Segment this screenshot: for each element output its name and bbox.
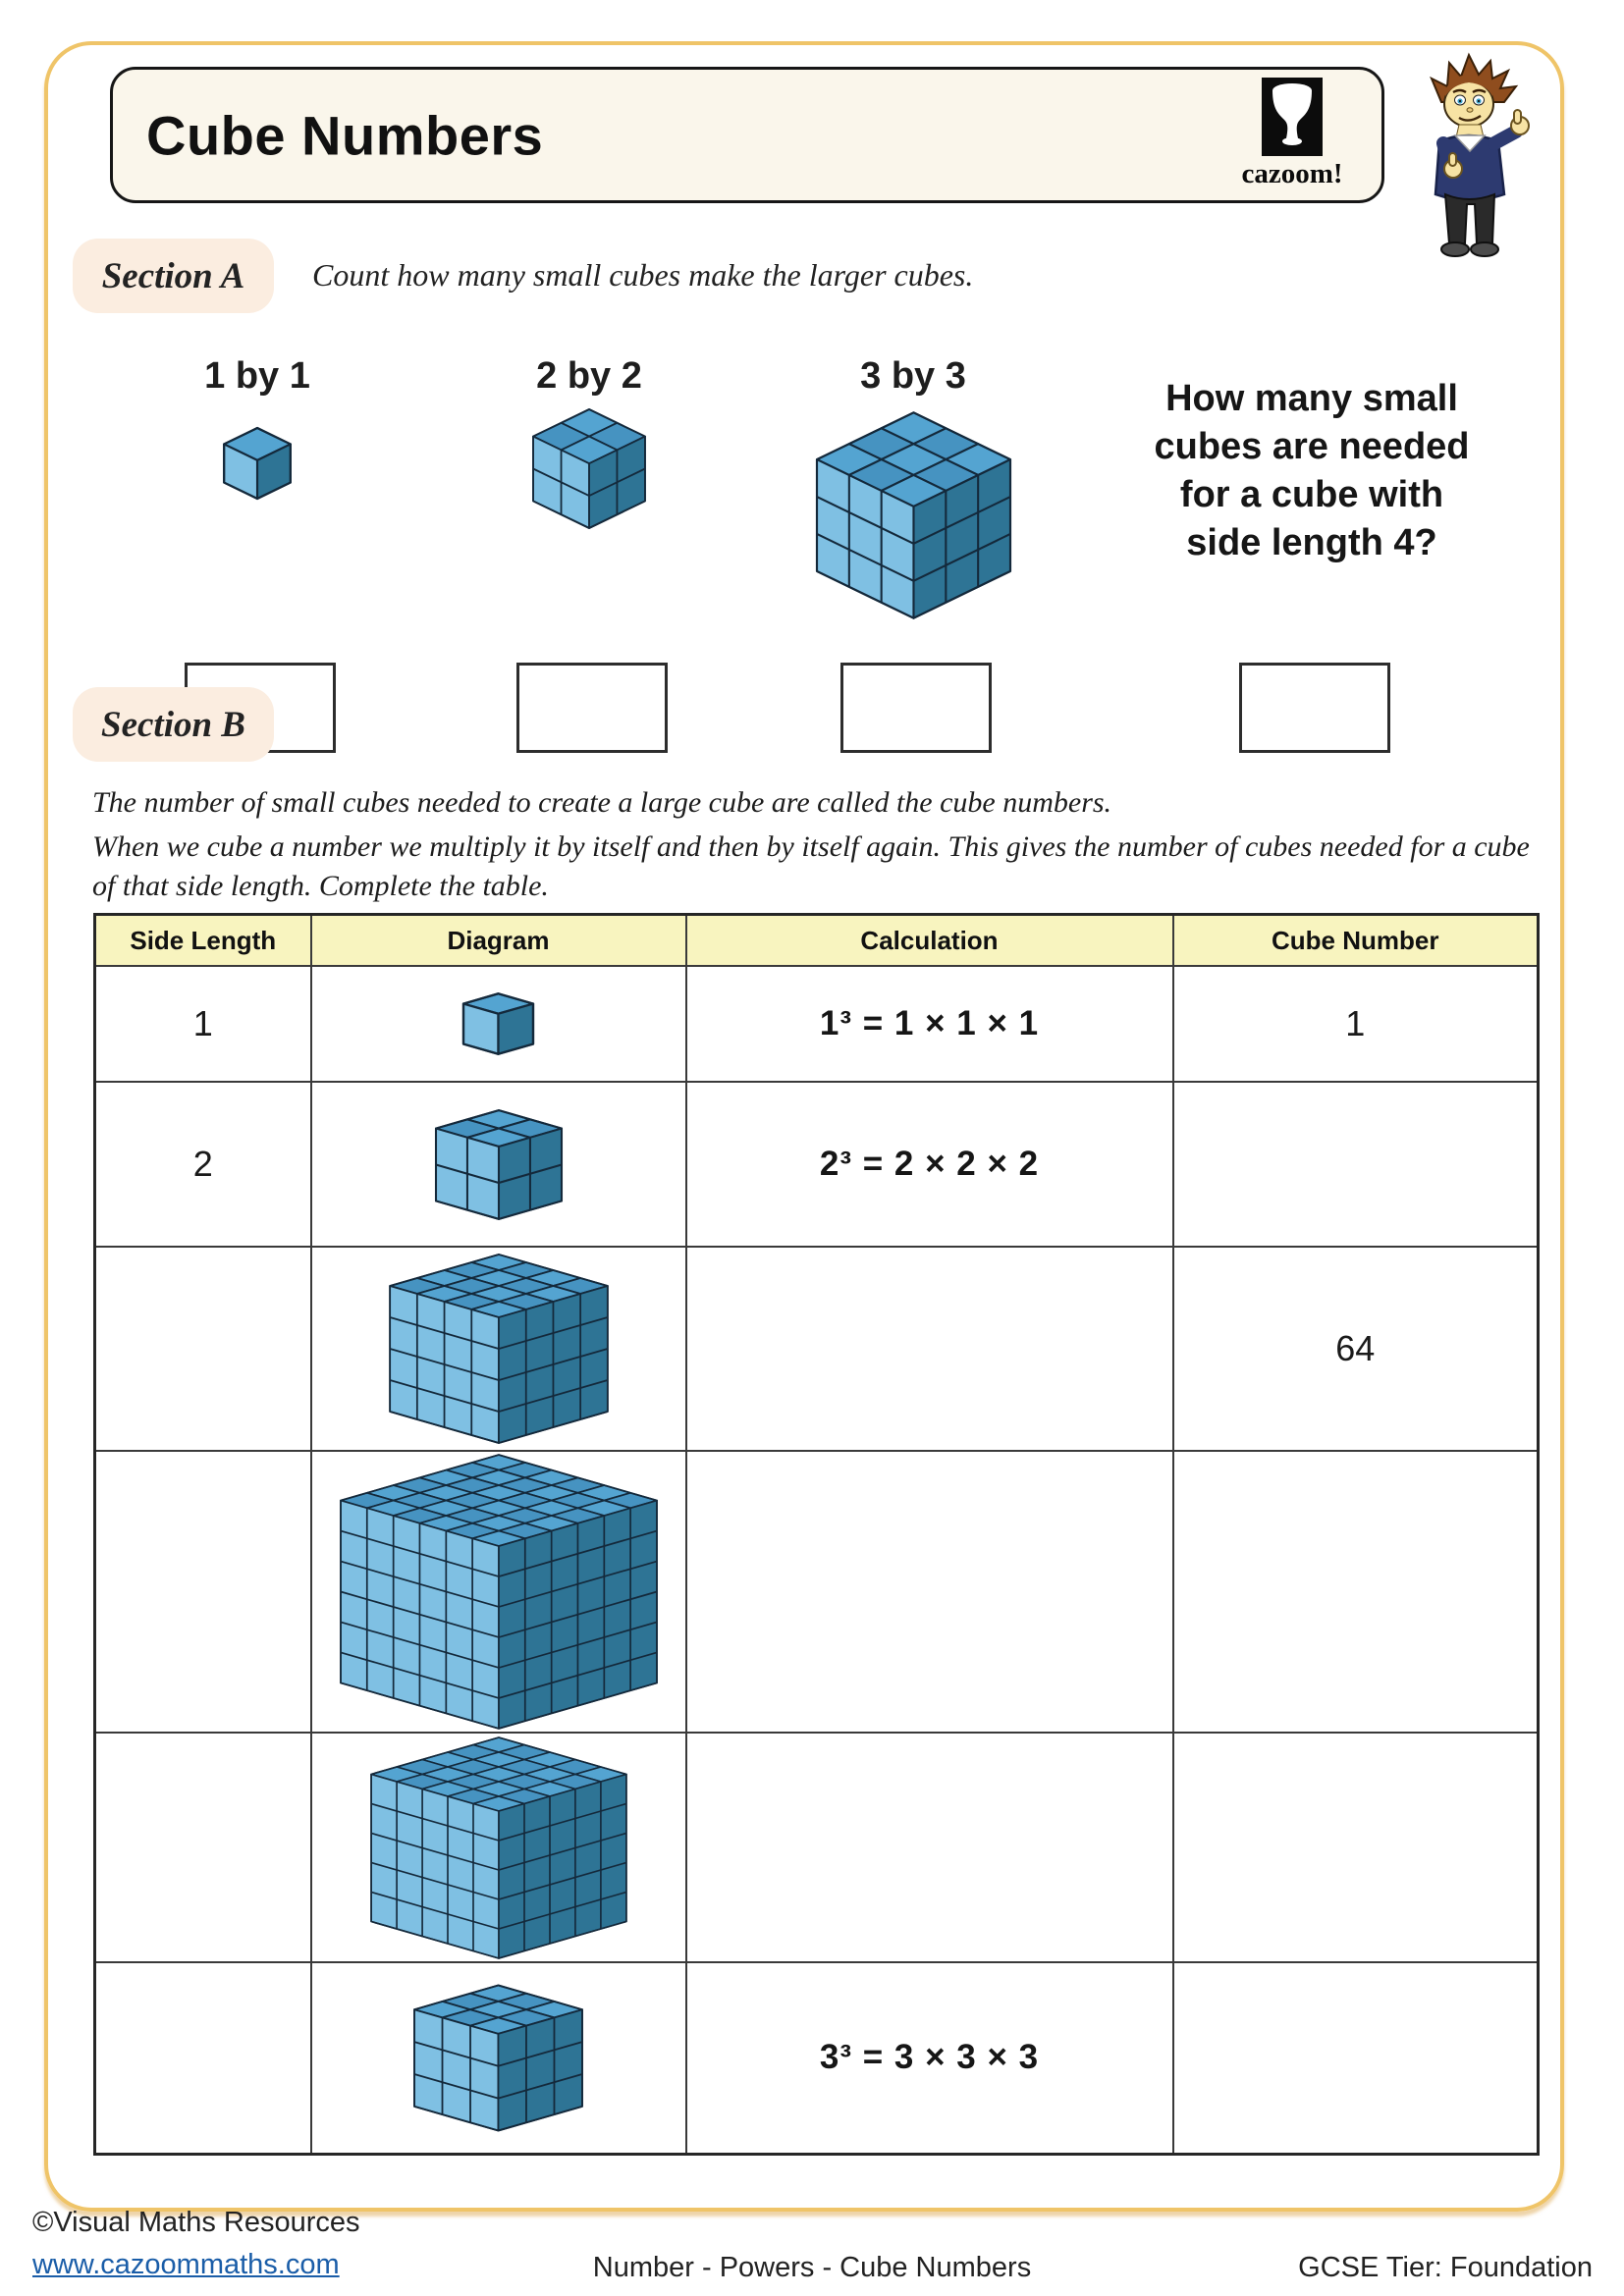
answer-box-side4[interactable] bbox=[1239, 663, 1390, 753]
col-header-side-length: Side Length bbox=[95, 915, 311, 967]
question-line: side length 4? bbox=[1186, 522, 1437, 563]
calculation-cell[interactable] bbox=[686, 1733, 1173, 1962]
cube-figure-1by1 bbox=[189, 422, 326, 499]
cube-figure-3by3 bbox=[813, 410, 1013, 618]
website-link[interactable]: www.cazoommaths.com bbox=[32, 2249, 340, 2280]
figure-label-2by2: 2 by 2 bbox=[536, 355, 642, 397]
table-row bbox=[95, 1451, 1539, 1733]
col-header-cube-number: Cube Number bbox=[1173, 915, 1539, 967]
calculation-cell[interactable] bbox=[686, 1247, 1173, 1451]
col-header-diagram: Diagram bbox=[311, 915, 686, 967]
section-a-pill bbox=[73, 239, 274, 313]
table-row bbox=[95, 1247, 1539, 1451]
table-row bbox=[95, 1733, 1539, 1962]
cube-number-cell[interactable] bbox=[1173, 1733, 1539, 1962]
question-line: for a cube with bbox=[1179, 474, 1444, 515]
calculation-cell[interactable]: 1³ = 1 × 1 × 1 bbox=[686, 966, 1173, 1082]
copyright-text: ©Visual Maths Resources bbox=[32, 2207, 360, 2238]
answer-box-2by2[interactable] bbox=[516, 663, 668, 753]
question-line: How many small bbox=[1165, 378, 1458, 419]
side-length-cell[interactable]: 1 bbox=[95, 966, 311, 1082]
diagram-cell-cube-1 bbox=[311, 966, 686, 1082]
topic-breadcrumb: Number - Powers - Cube Numbers bbox=[592, 2252, 1032, 2283]
section-b-intro-2: When we cube a number we multiply it by itself and then by itself again. This gives the number of cubes needed for a cube of that side length. Complete the table. bbox=[92, 830, 1530, 902]
cube-number-cell[interactable] bbox=[1173, 1962, 1539, 2154]
diagram-cell-cube-4 bbox=[311, 1247, 686, 1451]
cazoom-logo-text: cazoom! bbox=[1241, 158, 1343, 189]
diagram-cell-cube-2 bbox=[311, 1082, 686, 1247]
page-title: Cube Numbers bbox=[146, 104, 544, 166]
table-row bbox=[95, 966, 1539, 1082]
diagram-cell-cube-5 bbox=[311, 1733, 686, 1962]
cube-figure-2by2 bbox=[520, 404, 658, 528]
mascot-illustration bbox=[1392, 51, 1542, 261]
section-b-pill bbox=[73, 687, 274, 762]
section-a-label: Section A bbox=[101, 255, 245, 296]
side-length-cell[interactable] bbox=[95, 1451, 311, 1733]
cube-number-cell[interactable] bbox=[1173, 1451, 1539, 1733]
tier-label: GCSE Tier: Foundation bbox=[1298, 2252, 1593, 2283]
calculation-cell[interactable]: 3³ = 3 × 3 × 3 bbox=[686, 1962, 1173, 2154]
cube-number-cell[interactable]: 1 bbox=[1173, 966, 1539, 1082]
side-length-cell[interactable]: 2 bbox=[95, 1082, 311, 1247]
figure-label-3by3: 3 by 3 bbox=[860, 355, 966, 397]
calculation-cell[interactable] bbox=[686, 1451, 1173, 1733]
section-b-intro-1: The number of small cubes needed to create a large cube are called the cube numbers. bbox=[92, 786, 1112, 819]
cube-numbers-table bbox=[93, 913, 1540, 2156]
figure-label-1by1: 1 by 1 bbox=[204, 355, 310, 397]
question-line: cubes are needed bbox=[1154, 426, 1470, 467]
side-length-cell[interactable] bbox=[95, 1733, 311, 1962]
table-row bbox=[95, 1962, 1539, 2154]
side-length-cell[interactable] bbox=[95, 1962, 311, 2154]
table-row bbox=[95, 1082, 1539, 1247]
calculation-cell[interactable]: 2³ = 2 × 2 × 2 bbox=[686, 1082, 1173, 1247]
cube-number-cell[interactable] bbox=[1173, 1082, 1539, 1247]
col-header-calculation: Calculation bbox=[686, 915, 1173, 967]
title-box bbox=[110, 67, 1384, 203]
diagram-cell-cube-6 bbox=[311, 1451, 686, 1733]
answer-box-3by3[interactable] bbox=[840, 663, 992, 753]
cazoom-goblet-icon bbox=[1262, 78, 1323, 156]
section-b-label: Section B bbox=[101, 704, 245, 745]
table-header-row bbox=[95, 915, 1539, 967]
cazoom-logo bbox=[1238, 78, 1346, 190]
section-a-instruction: Count how many small cubes make the larger cubes. bbox=[312, 257, 974, 293]
side-length-4-question bbox=[1137, 375, 1487, 567]
cube-number-cell[interactable]: 64 bbox=[1173, 1247, 1539, 1451]
side-length-cell[interactable] bbox=[95, 1247, 311, 1451]
diagram-cell-cube-3 bbox=[311, 1962, 686, 2154]
